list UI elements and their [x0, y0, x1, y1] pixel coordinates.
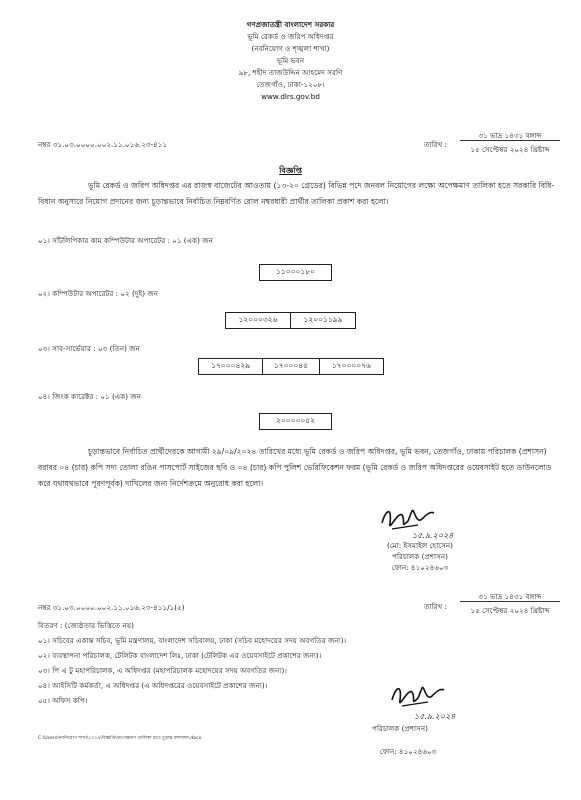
- distribution-list: [38, 618, 346, 708]
- roll-table: [259, 264, 332, 281]
- list-item: ০২। ব্যবস্থাপনা পরিচালক, টেলিটক বাংলাদেশ লিঃ, ঢাকা (টেলিটক এর ওয়েবসাইটে প্রকাশের জন্য)।: [38, 651, 322, 660]
- list-item: ০৪। আইসিটি কর্মকর্তা, এ অধিদপ্তর (এ অধিদপ্তরের ওয়েবসাইটে প্রকাশের জন্য)।: [38, 681, 268, 690]
- date-label: তারিখ :: [424, 140, 447, 149]
- signatory-phone: ফোন: ৪১০২৪৬০৩: [379, 747, 437, 756]
- roll-number: ২০০০০০৫২: [260, 414, 332, 430]
- roll-number: ১৭০০০৪৫: [263, 359, 319, 375]
- signature-date: ১৫.৯.২০২৪: [414, 712, 456, 721]
- signatory-name: (মো: ইসমাইল হোসেন): [387, 541, 453, 550]
- notice-title: বিজ্ঞপ্তি: [279, 166, 302, 175]
- header-govt: গণপ্রজাতন্ত্রী বাংলাদেশ সরকার: [246, 20, 335, 29]
- post-label: ০৩। সাব-সার্ভেয়ার : ০৩ (তিন) জন: [38, 344, 140, 353]
- memo-number: নম্বর ৩১.০৩.০০০০.০০২.১১.০১৬.২৩-৪১১/১(৫): [38, 603, 185, 612]
- signature-scribble: [388, 680, 448, 714]
- roll-number: ১২০০১১৯৯: [291, 313, 356, 329]
- distribution-heading: বিতরণ : (জ্যেষ্ঠতার ভিত্তিতে নয়): [38, 621, 134, 630]
- signatory-designation: পরিচালক (প্রশাসন): [372, 724, 428, 733]
- list-item: ০৩। পি এ টু মহাপরিচালক, এ অধিদপ্তর (মহাপরিচালক মহোদয়ের সদয় অবগতির জন্য)।: [38, 666, 287, 675]
- list-item: ০৫। অফিস কপি।: [38, 696, 88, 705]
- roll-number: ১১০০০১৮০: [260, 265, 332, 281]
- header-department: ভূমি রেকর্ড ও জরিপ অধিদপ্তর: [247, 32, 334, 41]
- date-english: ১৫ সেপ্টেম্বর ২০২৪ খ্রিষ্টাব্দ: [470, 606, 550, 615]
- post-label: ০৪। জিংক কারেক্টর : ০১ (এক) জন: [38, 392, 142, 401]
- memo-number: নম্বর ৩১.০৩.০০০০.০০২.১১.০১৬.২৩-৪১১: [38, 140, 168, 149]
- roll-number: ১৭০০০০৭৬: [319, 359, 383, 375]
- signature-date: ১৫.৯.২০২৪: [412, 531, 454, 540]
- date-bangla: ৩১ ভাদ্র ১৪৩১ বঙ্গাব্দ: [460, 592, 560, 602]
- header-street: ৯৮, শহীদ তাজউদ্দিন আহমেদ সরণি: [238, 68, 343, 77]
- date-label: তারিখ :: [424, 602, 447, 611]
- header-building: ভূমি ভবন: [276, 56, 305, 65]
- roll-table: [225, 312, 356, 329]
- signatory-designation: পরিচালক (প্রশাসন): [392, 552, 448, 561]
- header-website: www.dlrs.gov.bd: [261, 92, 320, 101]
- roll-table: [259, 413, 332, 430]
- intro-paragraph: ভূমি রেকর্ড ও জরিপ অধিদপ্তর এর রাজস্ব বাজেটের আওতায় (১৩-২০ গ্রেডের) বিভিন্ন পদে জনবল নিয়োগের লক্ষ্যে অপেক্ষমাণ তালিকা হতে সরকারি বিধি-বিধান অনুসারে নিয়োগ প্রদানের জন্য চূড়ান্তভাবে নির্বাচিত নিম্নবর্ণিত রোল নম্বরধারী প্রার্থীর তালিকা প্রকাশ করা হলো।: [38, 181, 555, 206]
- roll-table: [198, 358, 384, 375]
- office-header: [0, 20, 581, 101]
- header-city: তেজগাঁও, ঢাকা-১২০৮।: [256, 80, 325, 89]
- file-path-note: C:\Users\নবনিয়োগ শাখা\২০২৪\বিজ্ঞপ্তি\অপেক্ষমাণ তালিকা হতে চূড়ান্ত ফলাফল.docx: [38, 736, 202, 741]
- signatory-phone: ফোন: ৪১০২৪৬০৩: [391, 563, 449, 572]
- roll-number: ১৭০০০৪২৯: [199, 359, 263, 375]
- roll-number: ১২০০০৩২৬: [226, 313, 291, 329]
- date-bangla: ৩১ ভাদ্র ১৪৩১ বঙ্গাব্দ: [460, 131, 560, 141]
- closing-paragraph: চূড়ান্তভাবে নির্বাচিত প্রার্থীদেরকে আগামী ২৯/০৯/২০২৪ তারিখের মধ্যে ভূমি রেকর্ড ও জরিপ অধিদপ্তর, ভূমি ভবন, তেজগাঁও, ঢাকায় পরিচালক (প্রশাসন) বরাবর ০৪ (চার) কপি সদ্য তোলা রঙিন পাসপোর্ট সাইজের ছবি ও ০৪ (চার) কপি পুলিশ ভেরিফিকেশন ফরম (ভূমি রেকর্ড ও জরিপ অধিদপ্তরের ওয়েবসাইট হতে ডাউনলোড করে যথাযথভাবে পূরণপূর্বক) দাখিলের জন্য নির্দেশক্রমে অনুরোধ করা হলো।: [38, 447, 552, 488]
- list-item: ০১। সচিবের একান্ত সচিব, ভূমি মন্ত্রণালয়, বাংলাদেশ সচিবালয়, ঢাকা (সচিব মহোদয়ের সদয় অবগতির জন্য)।: [38, 636, 347, 645]
- post-label: ০১। সাঁটলিপিকার কাম কম্পিউটার অপারেটর : ০১ (এক) জন: [38, 236, 213, 245]
- post-label: ০২। কম্পিউটার অপারেটর : ০২ (দুই) জন: [38, 289, 159, 298]
- header-branch: (নবনিয়োগ ও শৃঙ্খলা শাখা): [251, 44, 330, 53]
- date-english: ১৫ সেপ্টেম্বর ২০২৪ খ্রিষ্টাব্দ: [470, 145, 550, 154]
